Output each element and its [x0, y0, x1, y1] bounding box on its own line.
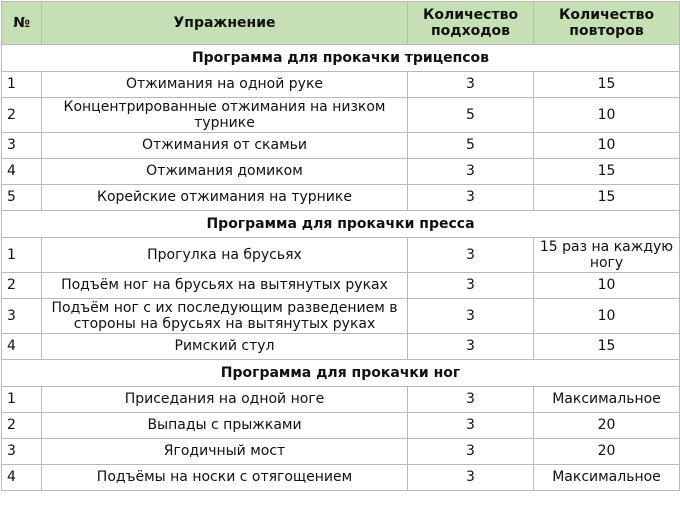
row-num: 4: [2, 334, 42, 360]
header-num: №: [2, 2, 42, 45]
table-row: [2, 465, 680, 491]
row-exercise: Подъём ног с их последующим разведением в стороны на брусьях на вытянутых руках: [42, 299, 408, 334]
row-reps: 15: [534, 185, 680, 211]
row-exercise: Отжимания на одной руке: [42, 72, 408, 98]
table-row: [2, 98, 680, 133]
row-num: 1: [2, 72, 42, 98]
section-title: Программа для прокачки пресса: [2, 211, 680, 238]
row-sets: 5: [408, 98, 534, 133]
row-num: 1: [2, 387, 42, 413]
row-exercise: Прогулка на брусьях: [42, 238, 408, 273]
row-exercise: Отжимания домиком: [42, 159, 408, 185]
row-num: 4: [2, 159, 42, 185]
row-num: 3: [2, 439, 42, 465]
row-sets: 3: [408, 439, 534, 465]
row-reps: 20: [534, 413, 680, 439]
row-exercise: Подъём ног на брусьях на вытянутых руках: [42, 273, 408, 299]
row-reps: 10: [534, 98, 680, 133]
row-exercise: Римский стул: [42, 334, 408, 360]
row-sets: 3: [408, 387, 534, 413]
row-reps: 20: [534, 439, 680, 465]
row-num: 3: [2, 299, 42, 334]
section-title-row: [2, 211, 680, 238]
row-num: 4: [2, 465, 42, 491]
table-row: [2, 159, 680, 185]
table-row: [2, 133, 680, 159]
row-sets: 3: [408, 72, 534, 98]
row-num: 2: [2, 98, 42, 133]
table-header-row: [2, 2, 680, 45]
row-reps: 15: [534, 159, 680, 185]
section-title-row: [2, 360, 680, 387]
row-reps: 10: [534, 299, 680, 334]
header-reps: Количество повторов: [534, 2, 680, 45]
table-row: [2, 238, 680, 273]
section-title: Программа для прокачки ног: [2, 360, 680, 387]
row-exercise: Выпады с прыжками: [42, 413, 408, 439]
row-sets: 3: [408, 238, 534, 273]
table-row: [2, 299, 680, 334]
row-reps: 15: [534, 334, 680, 360]
row-exercise: Приседания на одной ноге: [42, 387, 408, 413]
row-exercise: Концентрированные отжимания на низком турнике: [42, 98, 408, 133]
row-num: 2: [2, 413, 42, 439]
row-num: 1: [2, 238, 42, 273]
row-sets: 3: [408, 159, 534, 185]
row-exercise: Подъёмы на носки с отягощением: [42, 465, 408, 491]
table-row: [2, 273, 680, 299]
section-title-row: [2, 45, 680, 72]
header-sets: Количество подходов: [408, 2, 534, 45]
row-sets: 3: [408, 299, 534, 334]
row-exercise: Ягодичный мост: [42, 439, 408, 465]
row-sets: 5: [408, 133, 534, 159]
row-num: 3: [2, 133, 42, 159]
row-sets: 3: [408, 273, 534, 299]
row-sets: 3: [408, 413, 534, 439]
row-sets: 3: [408, 334, 534, 360]
workout-table: [1, 1, 680, 491]
table-row: [2, 387, 680, 413]
row-reps: Максимальное: [534, 387, 680, 413]
row-reps: Максимальное: [534, 465, 680, 491]
section-title: Программа для прокачки трицепсов: [2, 45, 680, 72]
row-reps: 10: [534, 273, 680, 299]
row-exercise: Корейские отжимания на турнике: [42, 185, 408, 211]
row-reps: 10: [534, 133, 680, 159]
table-row: [2, 185, 680, 211]
row-exercise: Отжимания от скамьи: [42, 133, 408, 159]
table-row: [2, 439, 680, 465]
table-row: [2, 334, 680, 360]
row-num: 2: [2, 273, 42, 299]
row-sets: 3: [408, 465, 534, 491]
header-exercise: Упражнение: [42, 2, 408, 45]
table-row: [2, 72, 680, 98]
row-num: 5: [2, 185, 42, 211]
table-row: [2, 413, 680, 439]
row-sets: 3: [408, 185, 534, 211]
row-reps: 15 раз на каждую ногу: [534, 238, 680, 273]
row-reps: 15: [534, 72, 680, 98]
